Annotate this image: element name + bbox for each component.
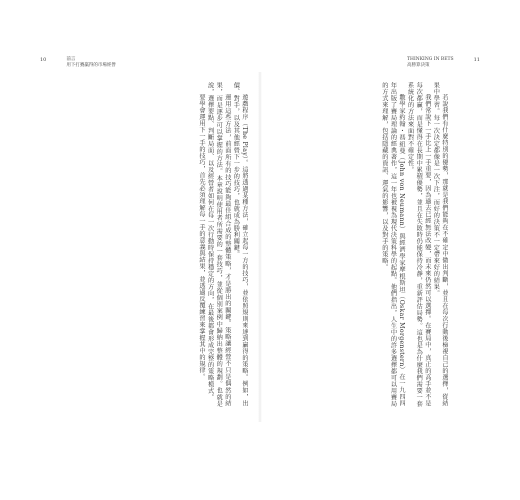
right-running-head-line: THINKING IN BETS <box>407 57 454 62</box>
right-running-head-line: 高勝算決策 <box>407 63 430 69</box>
book-gutter <box>258 72 262 422</box>
right-page-number: 11 <box>473 57 480 63</box>
left-running-head <box>66 57 116 69</box>
right-page-body <box>272 82 448 407</box>
left-page-header <box>40 57 116 69</box>
left-running-head-line: 前言 <box>66 57 76 62</box>
right-page-header <box>407 57 480 69</box>
body-paragraph: 數學家約翰・馮紐曼（John von Neumann）與經濟學家摩根斯坦（Oskar Morgenstern）在一九四四年出版了賽局理論的經典著作，這一年也被視為現代決策科學的起點。他們指出，人生中的許多選擇都可以用賽局的方式來理解，包括隱藏的資訊、運氣的影響，以及對手的策略。 <box>380 82 406 407</box>
body-paragraph: 要學會運用下一手的技巧，首先必須理解每一手的意義與結果，並透過反覆練習來掌握其中的規律。 <box>198 94 206 381</box>
body-paragraph: 若說我們有什麼特別的優勢，那就是我們能夠在不確定中做出判斷，並且在每次行動後檢視自己的選擇，從結果中學習。每一次決定都像是一次下注，而好的決策不一定帶來好的結果。 <box>432 82 448 407</box>
body-paragraph: 運用這些方法，前面所有的技巧能夠最佳組合成的整體策略，才是勝出的關鍵。策略讓經營不只是偶然的結果，而是逐步可以掌握的方法。本章說明使用者所需要的一套技巧，並從個別案例中歸納出整體的規劃。也就是說，選擇要點、判斷局面、以及經營者如何在每一次行動時保持穩定的方向，在最後都會形成完整的策略模式。 <box>206 82 231 407</box>
body-paragraph: 我們常說下一手比上一手重要，因為過去已經無法改變，而未來仍然可以選擇。在賽局中，真正的高手並不是每次都贏，而是懂得在長期中累積優勢，並且在失敗時仍能保持冷靜，重新評估局勢。這也是為什麼我們需要一套系統化的方法來面對不確定性。 <box>406 82 431 407</box>
left-page-body <box>120 82 248 407</box>
right-running-head <box>407 57 454 69</box>
body-paragraph: 遊戲程序（The Play）。這將透過某種方法，確立起每一方的技巧，並依照規則來達到贏得的策略。例如，出價、對手，以及其他經營下一步的技巧，也就成為勝利關鍵。 <box>232 82 248 407</box>
left-page-number: 10 <box>40 57 47 63</box>
left-running-head-line: 用下打賽贏得的市場經營 <box>66 63 116 69</box>
